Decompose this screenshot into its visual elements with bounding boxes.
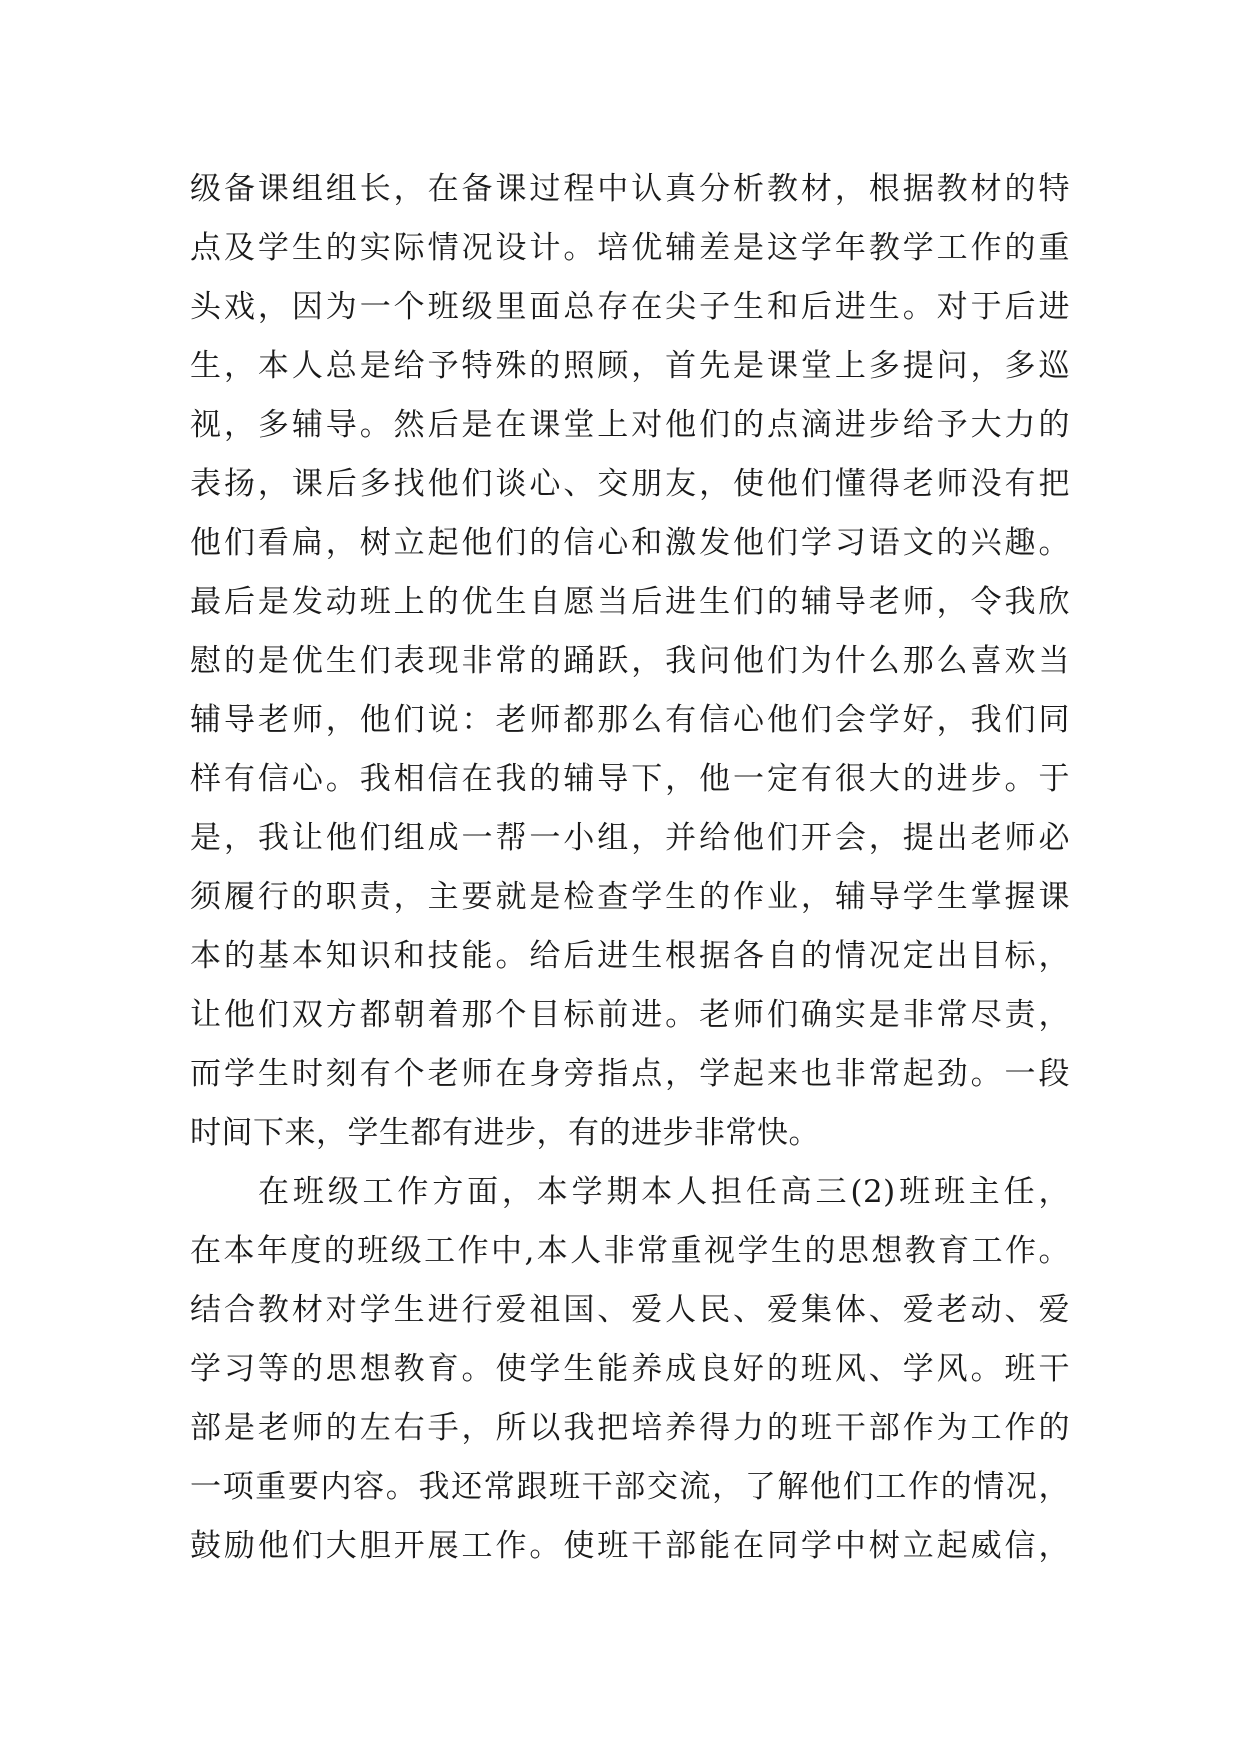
text-line: 本的基本知识和技能。给后进生根据各自的情况定出目标， xyxy=(190,938,1070,974)
text-line: 时间下来，学生都有进步，有的进步非常快。 xyxy=(190,1115,820,1151)
text-line: 生，本人总是给予特殊的照顾，首先是课堂上多提问，多巡 xyxy=(190,348,1070,384)
text-line: 最后是发动班上的优生自愿当后进生们的辅导老师，令我欣 xyxy=(190,584,1070,620)
text-line: 让他们双方都朝着那个目标前进。老师们确实是非常尽责， xyxy=(190,997,1070,1033)
text-line: 他们看扁，树立起他们的信心和激发他们学习语文的兴趣。 xyxy=(190,525,1070,561)
text-line: 在本年度的班级工作中,本人非常重视学生的思想教育工作。 xyxy=(190,1233,1070,1269)
document-body xyxy=(190,160,1070,1576)
text-line: 部是老师的左右手，所以我把培养得力的班干部作为工作的 xyxy=(190,1410,1070,1446)
text-line: 表扬，课后多找他们谈心、交朋友，使他们懂得老师没有把 xyxy=(190,466,1070,502)
text-line: 是，我让他们组成一帮一小组，并给他们开会，提出老师必 xyxy=(190,820,1070,856)
text-line: 而学生时刻有个老师在身旁指点，学起来也非常起劲。一段 xyxy=(190,1056,1070,1092)
text-line: 点及学生的实际情况设计。培优辅差是这学年教学工作的重 xyxy=(190,230,1070,266)
text-line: 辅导老师，他们说：老师都那么有信心他们会学好，我们同 xyxy=(190,702,1070,738)
text-line: 鼓励他们大胆开展工作。使班干部能在同学中树立起威信， xyxy=(190,1528,1070,1564)
text-line: 视，多辅导。然后是在课堂上对他们的点滴进步给予大力的 xyxy=(190,407,1070,443)
text-line: 慰的是优生们表现非常的踊跃，我问他们为什么那么喜欢当 xyxy=(190,643,1070,679)
text-line: 级备课组组长，在备课过程中认真分析教材，根据教材的特 xyxy=(190,171,1070,207)
text-line: 样有信心。我相信在我的辅导下，他一定有很大的进步。于 xyxy=(190,761,1070,797)
text-line: 一项重要内容。我还常跟班干部交流，了解他们工作的情况， xyxy=(190,1469,1070,1505)
text-line: 头戏，因为一个班级里面总存在尖子生和后进生。对于后进 xyxy=(190,289,1070,325)
text-line: 结合教材对学生进行爱祖国、爱人民、爱集体、爱老动、爱 xyxy=(190,1292,1070,1328)
text-line: 学习等的思想教育。使学生能养成良好的班风、学风。班干 xyxy=(190,1351,1070,1387)
text-line: 须履行的职责，主要就是检查学生的作业，辅导学生掌握课 xyxy=(190,879,1070,915)
paragraph-first-line: 在班级工作方面，本学期本人担任高三(2)班班主任， xyxy=(258,1174,1070,1210)
